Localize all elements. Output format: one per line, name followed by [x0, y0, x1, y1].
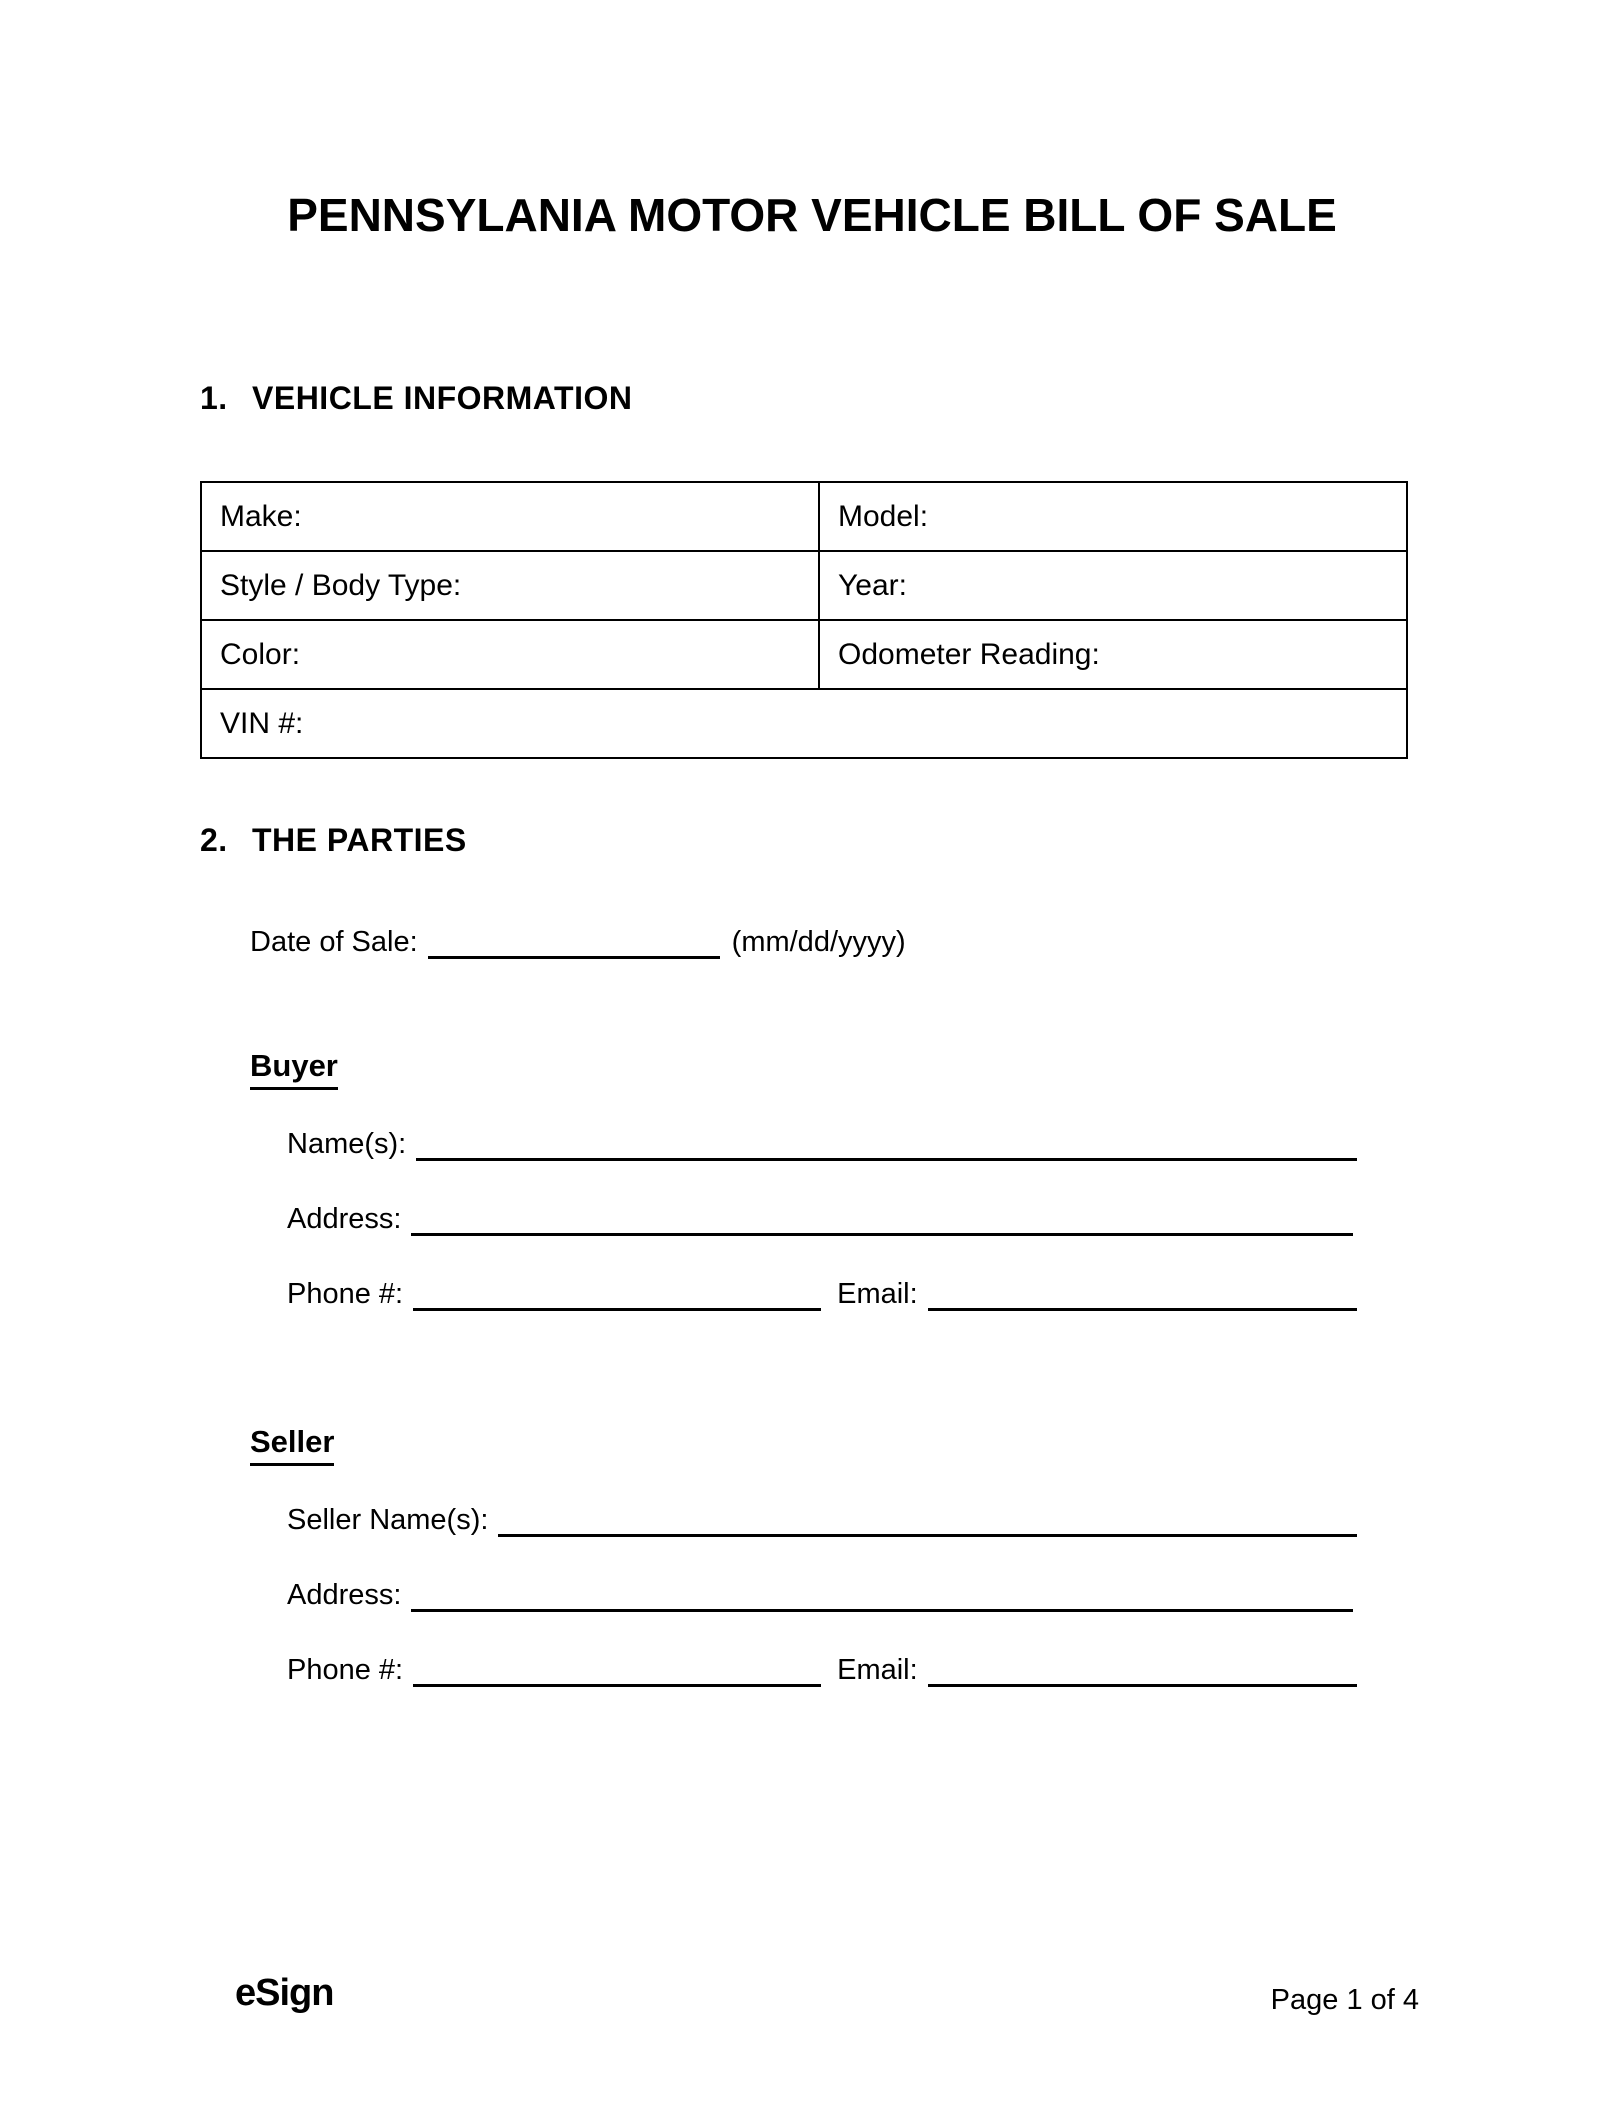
make-label: Make:	[220, 499, 302, 533]
buyer-name-input[interactable]	[416, 1155, 1357, 1161]
date-of-sale-label: Date of Sale:	[250, 926, 418, 958]
table-row	[201, 551, 1407, 620]
buyer-email-input[interactable]	[928, 1305, 1357, 1311]
year-label: Year:	[838, 568, 907, 602]
buyer-phone-email-line	[287, 1278, 1357, 1311]
vin-label: VIN #:	[220, 706, 304, 740]
table-row	[201, 689, 1407, 758]
seller-name-line	[287, 1504, 1357, 1537]
esign-logo: eSign	[235, 1972, 334, 2014]
buyer-heading: Buyer	[250, 1048, 338, 1090]
buyer-phone-input[interactable]	[413, 1305, 821, 1311]
section-1-heading	[200, 380, 632, 417]
buyer-email-label: Email:	[837, 1278, 918, 1310]
date-format-hint: (mm/dd/yyyy)	[731, 926, 906, 958]
odometer-field[interactable]	[819, 620, 1407, 689]
buyer-address-line	[287, 1203, 1353, 1236]
seller-name-input[interactable]	[498, 1531, 1357, 1537]
seller-email-label: Email:	[837, 1654, 918, 1686]
buyer-name-line	[287, 1128, 1357, 1161]
odometer-label: Odometer Reading:	[838, 637, 1100, 671]
style-body-type-field[interactable]	[201, 551, 819, 620]
buyer-phone-label: Phone #:	[287, 1278, 404, 1310]
make-field[interactable]	[201, 482, 819, 551]
buyer-address-input[interactable]	[411, 1230, 1353, 1236]
vehicle-info-table	[200, 481, 1408, 759]
seller-heading: Seller	[250, 1424, 334, 1466]
seller-name-label: Seller Name(s):	[287, 1504, 489, 1536]
seller-phone-input[interactable]	[413, 1681, 821, 1687]
date-of-sale-line	[250, 926, 1356, 959]
color-label: Color:	[220, 637, 301, 671]
year-field[interactable]	[819, 551, 1407, 620]
model-label: Model:	[838, 499, 929, 533]
section-1-number: 1.	[200, 380, 228, 416]
section-1-title: VEHICLE INFORMATION	[252, 380, 633, 416]
seller-email-input[interactable]	[928, 1681, 1357, 1687]
style-body-type-label: Style / Body Type:	[220, 568, 462, 602]
seller-phone-label: Phone #:	[287, 1654, 404, 1686]
buyer-address-label: Address:	[287, 1203, 402, 1235]
seller-address-input[interactable]	[411, 1606, 1353, 1612]
section-2-number: 2.	[200, 822, 228, 858]
document-title: PENNSYLANIA MOTOR VEHICLE BILL OF SALE	[287, 189, 1337, 241]
table-row	[201, 620, 1407, 689]
seller-phone-email-line	[287, 1654, 1357, 1687]
seller-address-line	[287, 1579, 1353, 1612]
model-field[interactable]	[819, 482, 1407, 551]
section-2-heading	[200, 822, 467, 859]
page-indicator: Page 1 of 4	[1270, 1984, 1419, 2016]
section-2-title: THE PARTIES	[252, 822, 467, 858]
date-of-sale-input[interactable]	[428, 953, 720, 959]
vin-field[interactable]	[201, 689, 1407, 758]
table-row	[201, 482, 1407, 551]
buyer-name-label: Name(s):	[287, 1128, 407, 1160]
seller-address-label: Address:	[287, 1579, 402, 1611]
color-field[interactable]	[201, 620, 819, 689]
